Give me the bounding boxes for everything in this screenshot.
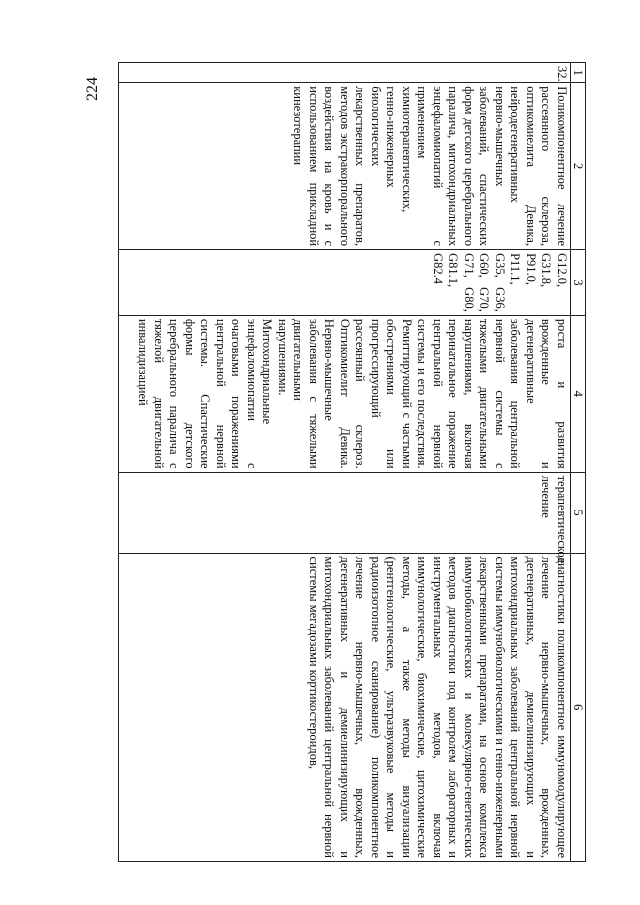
treatment-type-cell: терапевтическое лечение bbox=[119, 472, 571, 553]
patient-model-cell: роста и развития врожденные и дегенеративные заболевания центральной нервной системы с тяжелыми двигательными нарушениями, включая перинатальное поражение центральной нервной системы и его последствия. Ремиттирующий с частыми обострениями или прогрессирующий рассеянный склероз. Оптикомиелит Девика. Нервно-мышечные заболевания с тяжелыми двигательными нарушениями. Митохондриальные энцефаломиопатии с очаговыми поражениями центральной нервной системы. Спастические формы детского церебрального паралича с тяжелой двигательной инвалидизацией bbox=[119, 315, 571, 472]
header-col-3: 3 bbox=[571, 250, 586, 316]
page-number: 224 bbox=[84, 77, 101, 101]
treatment-name-cell: Поликомпонентное лечение рассеянного склероза, оптикомиелита Девика, нейродегенеративных нервно-мышечных заболеваний, спастических форм детского церебрального паралича, митохондриальных энцефаломиопатий с применением химиотерапевтических, генно-инженерных биологических лекарственных препаратов, методов экстракорпорального воздействия на кровь и с использованием прикладной кинезотерапии bbox=[119, 83, 571, 250]
header-row bbox=[571, 63, 586, 862]
table-row bbox=[119, 63, 571, 862]
header-col-2: 2 bbox=[571, 83, 586, 250]
header-col-6: 6 bbox=[571, 553, 586, 862]
treatment-table bbox=[118, 62, 586, 862]
table-rotated-wrapper bbox=[118, 62, 586, 862]
icd-codes-cell: G12.0, G31.8, P91.0, P11.1, G35, G36, G60, G70, G71, G80, G81.1, G82.4 bbox=[119, 250, 571, 316]
header-col-5: 5 bbox=[571, 472, 586, 553]
row-number-cell: 32. bbox=[119, 63, 571, 83]
treatment-method-cell: диагностики поликомпонентное иммуномодулирующее лечение нервно-мышечных, врожденных, дегенеративных, демиелинизирующих и митохондриальных заболеваний центральной нервной системы иммунобиологическими и генно-инженерными лекарственными препаратами, на основе комплекса иммунобиологических и молекулярно-генетических методов диагностики под контролем лабораторных и инструментальных методов, включая иммунологические, биохимические, цитохимические методы, а также методы визуализации (рентгенологические, ультразвуковые методы и радиоизотопное сканирование) поликомпонентное лечение нервно-мышечных, врожденных, дегенеративных и демиелинизирующих и митохондриальных заболеваний центральной нервной системы мегадозами кортикостероидов, bbox=[119, 553, 571, 862]
header-col-1: 1 bbox=[571, 63, 586, 83]
header-col-4: 4 bbox=[571, 315, 586, 472]
